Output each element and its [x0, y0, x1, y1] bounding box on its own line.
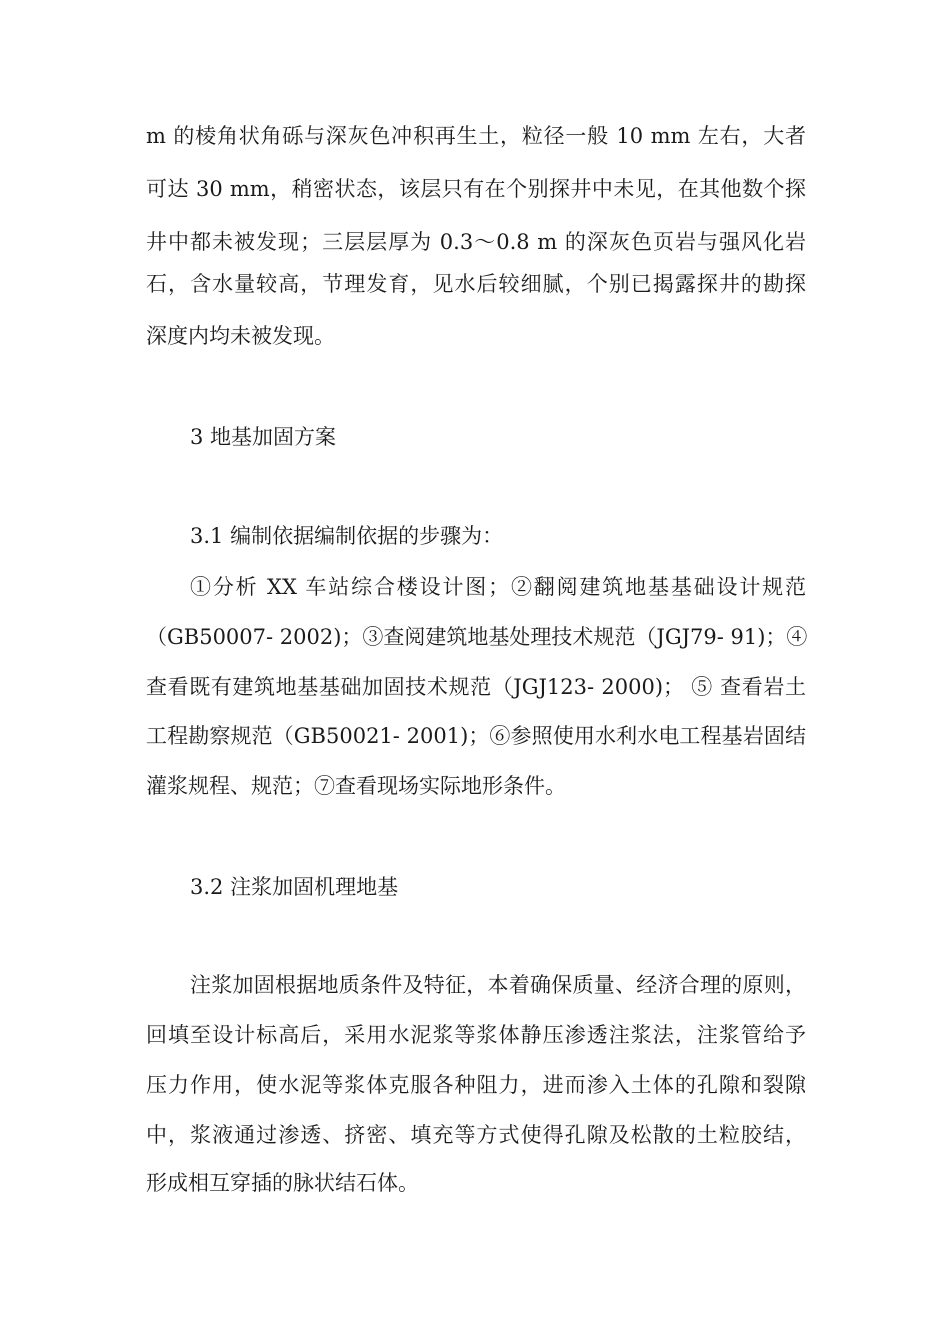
- section-3-heading: 3 地基加固方案: [190, 425, 337, 449]
- section-3-1-line-5: 灌浆规程、规范；⑦查看现场实际地形条件。: [146, 774, 566, 798]
- paragraph-1-line-4: 石，含水量较高，节理发育，见水后较细腻，个别已揭露探井的勘探: [146, 272, 806, 296]
- section-3-1-line-4: 工程勘察规范（GB50021- 2001)；⑥参照使用水利水电工程基岩固结: [146, 724, 806, 748]
- section-3-2-line-4: 中，浆液通过渗透、挤密、填充等方式使得孔隙及松散的土粒胶结，: [146, 1123, 806, 1147]
- paragraph-1-line-5: 深度内均未被发现。: [146, 324, 335, 348]
- section-3-2-line-1: 注浆加固根据地质条件及特征，本着确保质量、经济合理的原则，: [190, 973, 806, 997]
- section-3-1-line-2: （GB50007- 2002)；③查阅建筑地基处理技术规范（JGJ79- 91)；④: [146, 625, 808, 649]
- section-3-2-line-3: 压力作用，使水泥等浆体克服各种阻力，进而渗入土体的孔隙和裂隙: [146, 1073, 806, 1097]
- section-3-1-heading: 3.1 编制依据编制依据的步骤为：: [190, 524, 504, 548]
- paragraph-1-line-3: 井中都未被发现；三层层厚为 0.3～0.8 m 的深灰色页岩与强风化岩: [146, 230, 806, 254]
- section-3-2-heading: 3.2 注浆加固机理地基: [190, 875, 399, 899]
- section-3-2-line-2: 回填至设计标高后，采用水泥浆等浆体静压渗透注浆法，注浆管给予: [146, 1023, 806, 1047]
- section-3-1-line-1: ①分析 XX 车站综合楼设计图；②翻阅建筑地基基础设计规范: [190, 575, 806, 599]
- paragraph-1-line-2: 可达 30 mm，稍密状态，该层只有在个别探井中未见，在其他数个探: [146, 177, 806, 201]
- paragraph-1-line-1: m 的棱角状角砾与深灰色冲积再生土，粒径一般 10 mm 左右，大者: [146, 124, 806, 148]
- section-3-2-line-5: 形成相互穿插的脉状结石体。: [146, 1171, 419, 1195]
- section-3-1-line-3: 查看既有建筑地基基础加固技术规范（JGJ123- 2000)； ⑤ 查看岩土: [146, 675, 806, 699]
